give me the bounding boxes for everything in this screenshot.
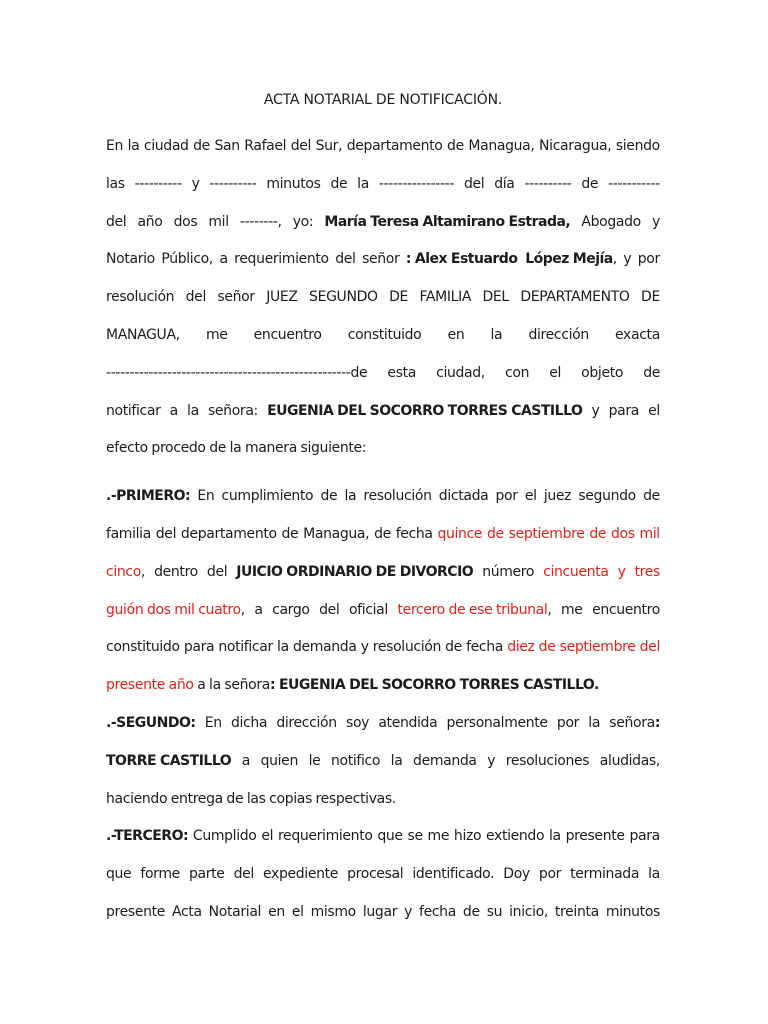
word: ---------- xyxy=(209,175,257,192)
word: de xyxy=(581,175,599,192)
word: dirección xyxy=(276,714,337,731)
notification-date-end: presente año xyxy=(106,677,194,694)
word: requerimiento xyxy=(277,828,373,845)
word: señor xyxy=(362,251,400,268)
word: de xyxy=(589,525,607,542)
word: de xyxy=(374,525,391,542)
word: SEGUNDO xyxy=(309,289,378,306)
word: notifico xyxy=(330,752,381,769)
word: tres xyxy=(634,563,660,580)
word: Cumplido xyxy=(192,828,257,845)
paragraph-gap xyxy=(106,468,660,478)
tercero-line-3 xyxy=(106,894,660,932)
word: de xyxy=(330,175,348,192)
word: DE xyxy=(389,289,409,306)
primero-line-6-text: a la señora xyxy=(197,677,270,694)
word: la xyxy=(490,326,503,343)
word: MANAGUA, xyxy=(106,326,180,343)
word: me xyxy=(427,828,450,845)
primero-line-4-me: me xyxy=(561,601,583,618)
primero-line-3-dentro: dentro xyxy=(154,563,198,580)
word: y xyxy=(191,175,200,192)
word: de xyxy=(447,138,464,154)
word: de xyxy=(487,525,504,542)
word: hizo xyxy=(453,828,482,845)
word: Nicaragua, xyxy=(539,138,612,154)
section-primero xyxy=(106,478,660,705)
word: expediente xyxy=(263,866,339,883)
word: y xyxy=(404,903,413,920)
word: ciudad xyxy=(143,138,189,154)
word: del xyxy=(185,289,206,306)
word: personalmente xyxy=(446,714,548,731)
word: minutos xyxy=(605,903,660,920)
word: la xyxy=(187,402,199,419)
word: la xyxy=(357,175,369,192)
word: el xyxy=(291,903,304,920)
word: la xyxy=(648,866,660,883)
word: del xyxy=(233,866,254,883)
word: por xyxy=(538,866,562,883)
word: ---------- xyxy=(134,175,182,192)
word: fecha xyxy=(418,903,456,920)
word: resolución xyxy=(372,639,441,656)
word: constituido xyxy=(347,326,422,343)
word: a xyxy=(169,402,178,419)
official-group xyxy=(397,592,551,630)
word: resoluciones xyxy=(505,752,590,769)
word: segundo xyxy=(578,488,636,505)
case-date-end: cinco xyxy=(106,563,141,580)
word: presente xyxy=(565,828,625,845)
requester-comma: , xyxy=(612,251,617,268)
tercero-line-1 xyxy=(106,818,660,856)
word: Managua, xyxy=(468,138,535,154)
primero-line-4-oficial: oficial xyxy=(348,601,388,618)
word: dos xyxy=(173,213,198,230)
primero-line-4-encuentro: encuentro xyxy=(592,601,660,618)
primero-line-2 xyxy=(106,516,660,554)
word: departamento xyxy=(180,525,277,542)
word: del xyxy=(155,525,177,542)
word: forme xyxy=(140,866,180,883)
word: a xyxy=(241,752,250,769)
word: DE xyxy=(641,289,660,306)
word: Público, xyxy=(161,251,213,268)
word: JUEZ xyxy=(266,289,298,306)
word: familia xyxy=(106,525,151,542)
segundo-colon: : xyxy=(654,714,660,731)
word: En xyxy=(106,138,124,154)
section-segundo xyxy=(106,705,660,818)
word: y xyxy=(591,402,600,419)
primero-line-1 xyxy=(106,478,660,516)
word: el xyxy=(648,402,660,419)
word: En xyxy=(204,714,222,731)
word: dicha xyxy=(230,714,268,731)
intro-line-7 xyxy=(106,355,660,393)
word: se xyxy=(407,828,423,845)
word: DEL xyxy=(482,289,509,306)
word: de xyxy=(462,903,480,920)
word: septiembre xyxy=(559,639,636,656)
tercero-line-2 xyxy=(106,856,660,894)
word: del xyxy=(290,138,312,154)
word: parte xyxy=(188,866,225,883)
word: departamento xyxy=(346,138,443,154)
word: de xyxy=(538,639,556,656)
word: el xyxy=(549,364,562,381)
word: de xyxy=(445,639,462,656)
word: mil xyxy=(639,525,660,542)
word: del xyxy=(106,213,127,230)
word: año xyxy=(137,213,163,230)
word: inicio, xyxy=(509,903,548,920)
word: objeto xyxy=(581,364,624,381)
case-number-end: guión dos mil cuatro xyxy=(106,601,241,618)
word: lugar xyxy=(362,903,398,920)
word: esta xyxy=(387,364,416,381)
section-tercero xyxy=(106,818,660,931)
word: en xyxy=(447,326,465,343)
word: quien xyxy=(260,752,298,769)
word: señora xyxy=(609,714,655,731)
word: soy xyxy=(346,714,370,731)
intro-line-3 xyxy=(106,204,660,242)
word: cumplimiento xyxy=(221,488,314,505)
intro-line-8 xyxy=(106,393,660,431)
word: de xyxy=(320,488,338,505)
intro-line-1 xyxy=(106,128,660,166)
word: quince xyxy=(437,525,483,542)
word: diez xyxy=(507,639,535,656)
word: --------, xyxy=(239,213,282,230)
word: a xyxy=(219,251,228,268)
case-date-group xyxy=(106,554,145,592)
word: constituido xyxy=(106,639,180,656)
word: del xyxy=(463,175,485,192)
segundo-line-3: haciendo entrega de las copias respectivas. xyxy=(106,790,396,807)
case-date-comma: , xyxy=(140,563,146,580)
word: FAMILIA xyxy=(419,289,472,306)
word: la xyxy=(127,138,140,154)
word: con xyxy=(505,364,530,381)
primero-line-4-cargo: cargo xyxy=(272,601,310,618)
word: la xyxy=(344,488,357,505)
word: ----------------------------------------------------de xyxy=(106,364,368,381)
word: por xyxy=(495,488,518,505)
intro-line-4-por: por xyxy=(637,251,660,268)
word: exacta xyxy=(615,326,660,343)
word: para xyxy=(183,639,215,656)
word: que xyxy=(377,828,403,845)
word: Sur, xyxy=(315,138,343,154)
word: notificar xyxy=(218,639,273,656)
word: la xyxy=(390,752,403,769)
word: del xyxy=(639,639,660,656)
word: cincuenta xyxy=(543,563,609,580)
notified-person-name: EUGENIA DEL SOCORRO TORRES CASTILLO xyxy=(267,402,583,419)
requester-group xyxy=(406,241,617,279)
word: treinta xyxy=(554,903,599,920)
word: terminada xyxy=(570,866,640,883)
tercero-heading: .-TERCERO: xyxy=(106,828,189,845)
intro-line-4 xyxy=(106,241,660,279)
word: identificado. xyxy=(412,866,495,883)
intro-line-4-y: y xyxy=(623,251,632,268)
primero-line-4-del: del xyxy=(319,601,340,618)
word: de xyxy=(643,364,660,381)
word: Managua, xyxy=(303,525,370,542)
notarial-document xyxy=(106,90,660,932)
word: mismo xyxy=(310,903,356,920)
case-number-group xyxy=(106,592,245,630)
word: del xyxy=(335,251,356,268)
word: el xyxy=(524,488,537,505)
word: de xyxy=(643,488,660,505)
case-number-comma: , xyxy=(240,601,245,618)
word: la xyxy=(588,714,601,731)
word: en xyxy=(268,903,285,920)
word: las xyxy=(106,175,125,192)
word: Abogado xyxy=(581,213,641,230)
word: y xyxy=(651,213,660,230)
segundo-heading: .-SEGUNDO: xyxy=(106,714,196,731)
word: dos xyxy=(610,525,635,542)
primero-line-3-del: del xyxy=(206,563,228,580)
word: presente xyxy=(106,903,166,920)
word: para xyxy=(608,402,640,419)
intro-line-5 xyxy=(106,279,660,317)
word: San xyxy=(214,138,240,154)
word: requerimiento xyxy=(234,251,329,268)
word: el xyxy=(261,828,274,845)
word: juez xyxy=(543,488,572,505)
word: mil xyxy=(208,213,229,230)
primero-line-4-a: a xyxy=(254,601,263,618)
word: ---------- xyxy=(524,175,572,192)
word: de xyxy=(281,525,299,542)
word: fecha xyxy=(466,639,504,656)
intro-line-2 xyxy=(106,166,660,204)
word: ciudad, xyxy=(436,364,485,381)
official-name: tercero de ese tribunal xyxy=(397,601,548,618)
official-comma: , xyxy=(547,601,552,618)
word: su xyxy=(486,903,503,920)
attended-person-name: TORRE CASTILLO xyxy=(106,752,232,769)
word: siendo xyxy=(615,138,660,154)
word: Notario xyxy=(106,251,155,268)
word: encuentro xyxy=(253,326,322,343)
word: la xyxy=(277,639,289,656)
word: me xyxy=(205,326,228,343)
word: dictada xyxy=(438,488,489,505)
segundo-last-word-group xyxy=(609,705,660,743)
primero-line-6 xyxy=(106,667,660,705)
primero-heading: .-PRIMERO: xyxy=(106,488,191,505)
word: minutos xyxy=(266,175,321,192)
primero-line-3 xyxy=(106,554,660,592)
word: resolución xyxy=(363,488,432,505)
word: por xyxy=(556,714,580,731)
word: procesal xyxy=(347,866,404,883)
word: para xyxy=(629,828,660,845)
segundo-line-2 xyxy=(106,743,660,781)
word: le xyxy=(308,752,321,769)
word: resolución xyxy=(106,289,175,306)
word: y xyxy=(360,639,369,656)
word: de xyxy=(193,138,210,154)
word: que xyxy=(106,866,132,883)
word: extiendo xyxy=(486,828,545,845)
notified-person-name-2: : EUGENIA DEL SOCORRO TORRES CASTILLO. xyxy=(270,677,599,694)
word: DEPARTAMENTO xyxy=(520,289,630,306)
case-type: JUICIO ORDINARIO DE DIVORCIO xyxy=(236,563,474,580)
word: la xyxy=(549,828,561,845)
word: día xyxy=(494,175,515,192)
word: señora: xyxy=(207,402,258,419)
word: fecha xyxy=(395,525,433,542)
word: ---------------- xyxy=(378,175,455,192)
requester-name: : Alex Estuardo López Mejía xyxy=(405,251,613,268)
intro-line-6 xyxy=(106,317,660,355)
word: Doy xyxy=(503,866,530,883)
word: yo: xyxy=(292,213,314,230)
word: septiembre xyxy=(508,525,585,542)
word: Acta xyxy=(172,903,202,920)
word: atendida xyxy=(378,714,438,731)
primero-line-4 xyxy=(106,592,660,630)
word: En xyxy=(197,488,215,505)
primero-line-3-numero: número xyxy=(482,563,535,580)
word: notificar xyxy=(106,402,161,419)
word: señor xyxy=(217,289,255,306)
word: y xyxy=(617,563,626,580)
document-title: ACTA NOTARIAL DE NOTIFICACIÓN. xyxy=(263,92,503,108)
word: Notarial xyxy=(208,903,262,920)
word: ----------- xyxy=(608,175,660,192)
notary-name: María Teresa Altamirano Estrada, xyxy=(324,213,571,230)
word: demanda xyxy=(292,639,357,656)
intro-paragraph xyxy=(106,128,660,468)
intro-line-9: efecto procedo de la manera siguiente: xyxy=(106,440,367,457)
word: y xyxy=(487,752,496,769)
word: dirección xyxy=(528,326,589,343)
word: demanda xyxy=(413,752,477,769)
word: Rafael xyxy=(244,138,287,154)
primero-line-5 xyxy=(106,629,660,667)
segundo-line-1 xyxy=(106,705,660,743)
word: aludidas, xyxy=(599,752,660,769)
